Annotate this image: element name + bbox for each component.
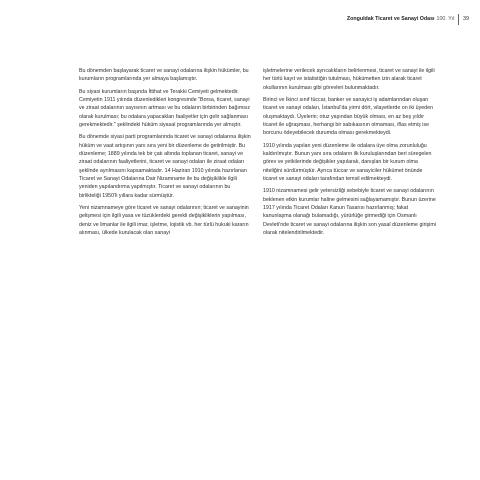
header-divider [458,14,459,25]
paragraph: 1910 nizamnamesi gelir yetersizliği sebebiyle ticaret ve sanayi odalarının beklenen etkin kurumlar haline gelmesini sağlayamamıştır. Bunun üzerine 1917 yılında Ticaret Odaları Kanun Tasarısı hazırlanmış; fakat kanunlaşma olanağı bulamadığı, yürürlüğe girmediği için Osmanlı Devleti'nde ticaret ve sanayi odalarına ilişkin son yasal düzenleme girişimi olarak nitelendirilmektedir. [263,188,436,236]
paragraph: Bu dönemden başlayarak ticaret ve sanayi odalarına ilişkin hükümler, bu kurumların programlarında yer almaya başlamıştır. [79,68,249,83]
paragraph: işletmelerine verilecek ayrıcalıkların belirlenmesi, ticaret ve sanayi ile ilgili her türlü kayıt ve istatistiğin tutulması, hükümetten izin alarak ticaret okullarının kurulması gibi görevleri bulunmaktadır. [263,68,435,91]
paragraph: Birinci ve İkinci sınıf tüccar, banker ve sanayici iş adamlarından oluşan ticaret ve sanayi odaları, İstanbul'da yirmi dört, vilayetlerde on iki üyeden oluşmaktaydı. Üyelerin; otuz yaşından büyük olması, en az beş yıldır ticaret ile uğraşması, herhangi bir sabıkasının olmaması, iflas etmiş ise borcunu ödeyebilecek durumda olması gerekmekteydi. [263,97,434,137]
page-header [347,13,469,25]
left-text-column [79,67,252,241]
paragraph: 1910 yılında yapılan yeni düzenleme ile odalara üye olma zorunluluğu kaldırılmıştır. Bunun yanı sıra odaların ilk kuruluşlarından beri süregelen görev ve yetkilerinde değişikler yapılarak, danışlan bir kurum olma niteliğini sürdürmüştür. Ayrıca tüccar ve sanayiciler hükümet önünde ticaret ve sanayi odaları tarafından temsil edilmekteydi. [263,142,432,182]
right-text-column [263,67,437,241]
header-organization: Zonguldak Ticaret ve Sanayi Odası [346,16,435,22]
header-anniversary: 100. Yıl [436,16,455,22]
page-number: 39 [463,16,469,22]
paragraph: Bu dönemde siyasi parti programlarında ticaret ve sanayi odalarına ilişkin hüküm ve vaat artışının yanı sıra yeni bir düzenleme de getirilmiştir. Bu düzenleme; 1889 yılında tek bir çatı altında toplanan ticaret, sanayi ve ziraat odalarının faaliyetlerini, ticaret ve sanayi odaları ile ziraat odaları şeklinde ayrılmasını kapsamaktadır. 14 Haziran 1910 yılında hazırlanan Ticaret ve Sanayi Odalarına Dair Nizamname ile bu değişiklikle ilgili yeniden yapılandırma yapılmıştır. Ticaret ve sanayi odalarının bu birlikteliği 1950'li yıllara kadar sürmüştür. [79,134,251,199]
paragraph: Yeni nizamnameye göre ticaret ve sanayi odalarının; ticaret ve sanayinin gelişmesi için ilgili yasa ve tüzüklerdeki gerekli değişikliklerin yapılması, deniz ve limanlar ile ilgili imar, işletme, lojistik vb. her türlü hukuki kararın alınması, ülkede kurulacak olan sanayi [79,205,249,236]
paragraph: Bu siyasi kurumların başında İttihat ve Terakki Cemiyeti gelmektedir. Cemiyetin 1911 yılında düzenledikleri kongresinde "Borsa, ticaret, sanayi ve ziraat odalarının sayısının artması ve bu odaların birbirinden bağımsız olarak kurulması; bu odalara yapacakları faaliyetler için gelir sağlanması gerekmektedir." şeklindeki hüküm siyasal programlarında yer almıştır. [79,88,251,128]
